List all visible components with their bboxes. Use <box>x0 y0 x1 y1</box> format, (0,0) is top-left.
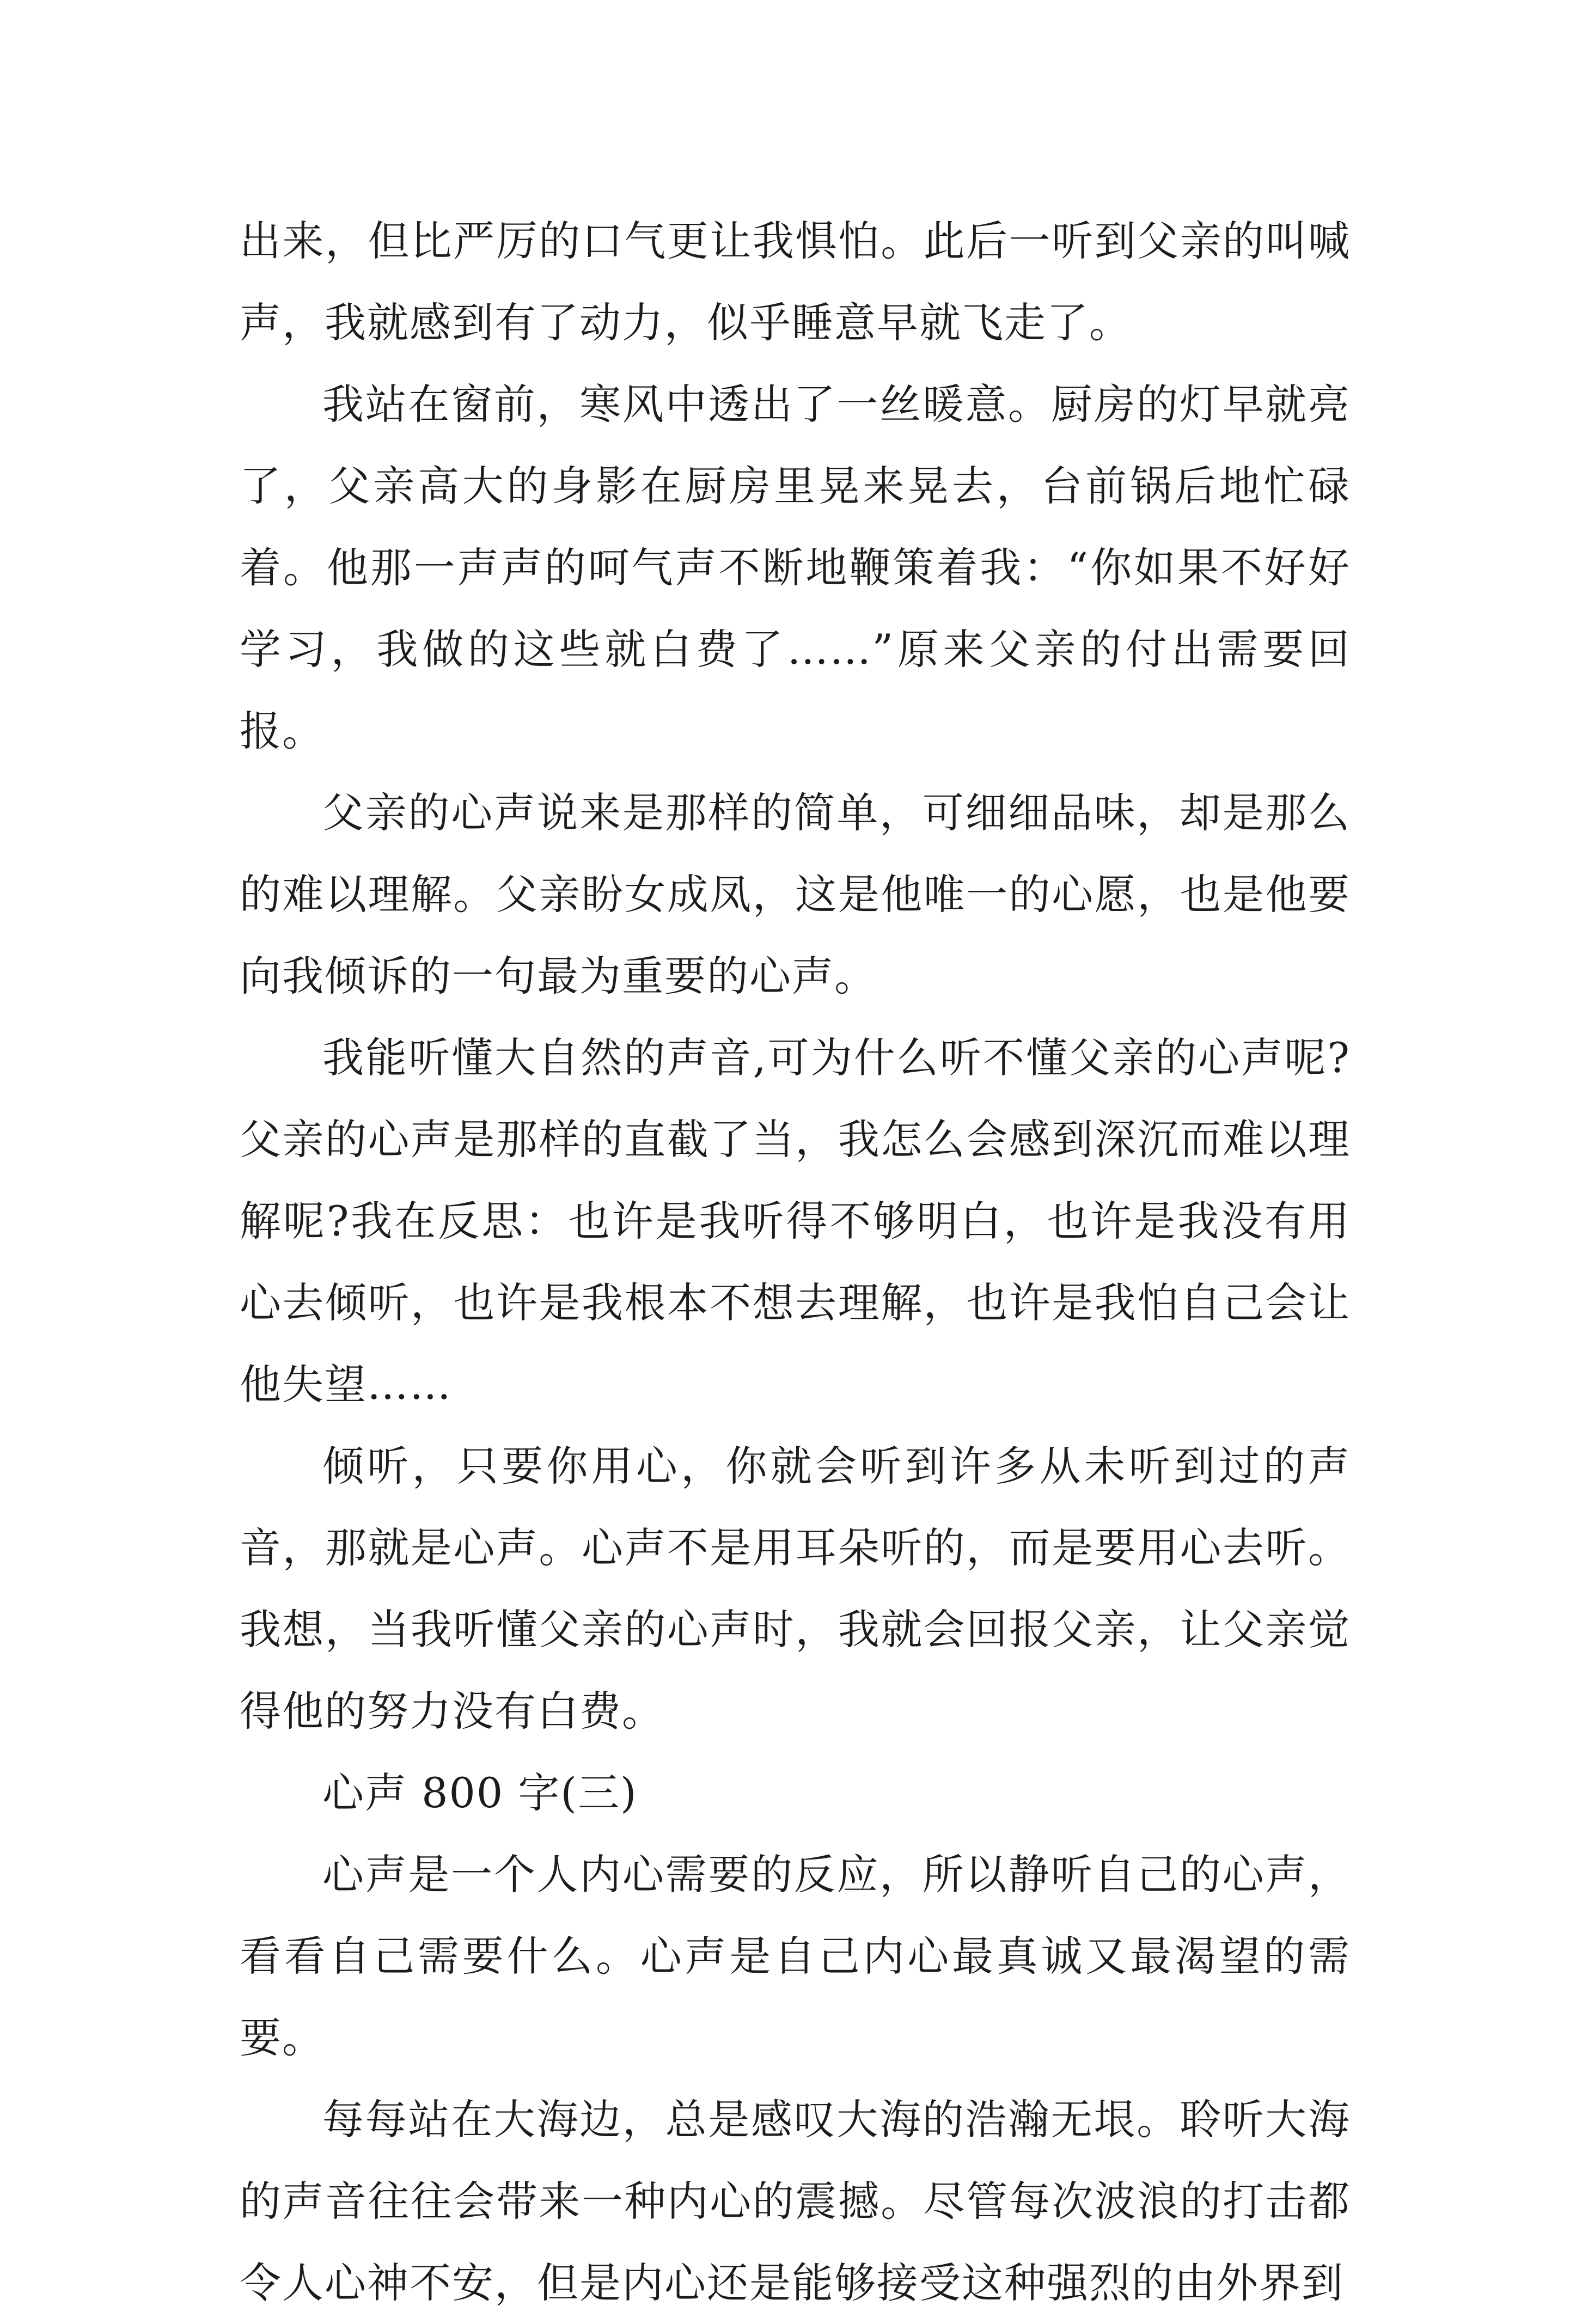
paragraph-4: 我能听懂大自然的声音,可为什么听不懂父亲的心声呢?父亲的心声是那样的直截了当，我怎么会感到深沉而难以理解呢?我在反思：也许是我听得不够明白，也许是我没有用心去倾听，也许是我根本不想去理解，也许是我怕自己会让他失望…… <box>240 1033 1351 1409</box>
paragraph-7: 每每站在大海边，总是感叹大海的浩瀚无垠。聆听大海的声音往往会带来一种内心的震撼。尽管每次波浪的打击都令人心神不安，但是内心还是能够接受这种强烈的由外界到 <box>240 2095 1351 2307</box>
paragraph-1: 出来，但比严厉的口气更让我惧怕。此后一听到父亲的叫喊声，我就感到有了动力，似乎睡意早就飞走了。 <box>240 217 1351 347</box>
paragraph-3: 父亲的心声说来是那样的简单，可细细品味，却是那么的难以理解。父亲盼女成凤，这是他唯一的心愿，也是他要向我倾诉的一句最为重要的心声。 <box>240 788 1351 1000</box>
body-text <box>240 200 1351 2324</box>
section-heading: 心声 800 字(三) <box>322 1769 638 1817</box>
paragraph-6: 心声是一个人内心需要的反应，所以静听自己的心声，看看自己需要什么。心声是自己内心最真诚又最渴望的需要。 <box>240 1850 1351 2062</box>
paragraph-5: 倾听，只要你用心，你就会听到许多从未听到过的声音，那就是心声。心声不是用耳朵听的，而是要用心去听。我想，当我听懂父亲的心声时，我就会回报父亲，让父亲觉得他的努力没有白费。 <box>240 1442 1351 1735</box>
paragraph-2: 我站在窗前，寒风中透出了一丝暖意。厨房的灯早就亮了，父亲高大的身影在厨房里晃来晃去，台前锅后地忙碌着。他那一声声的呵气声不断地鞭策着我：“你如果不好好学习，我做的这些就白费了……”原来父亲的付出需要回报。 <box>240 380 1351 755</box>
